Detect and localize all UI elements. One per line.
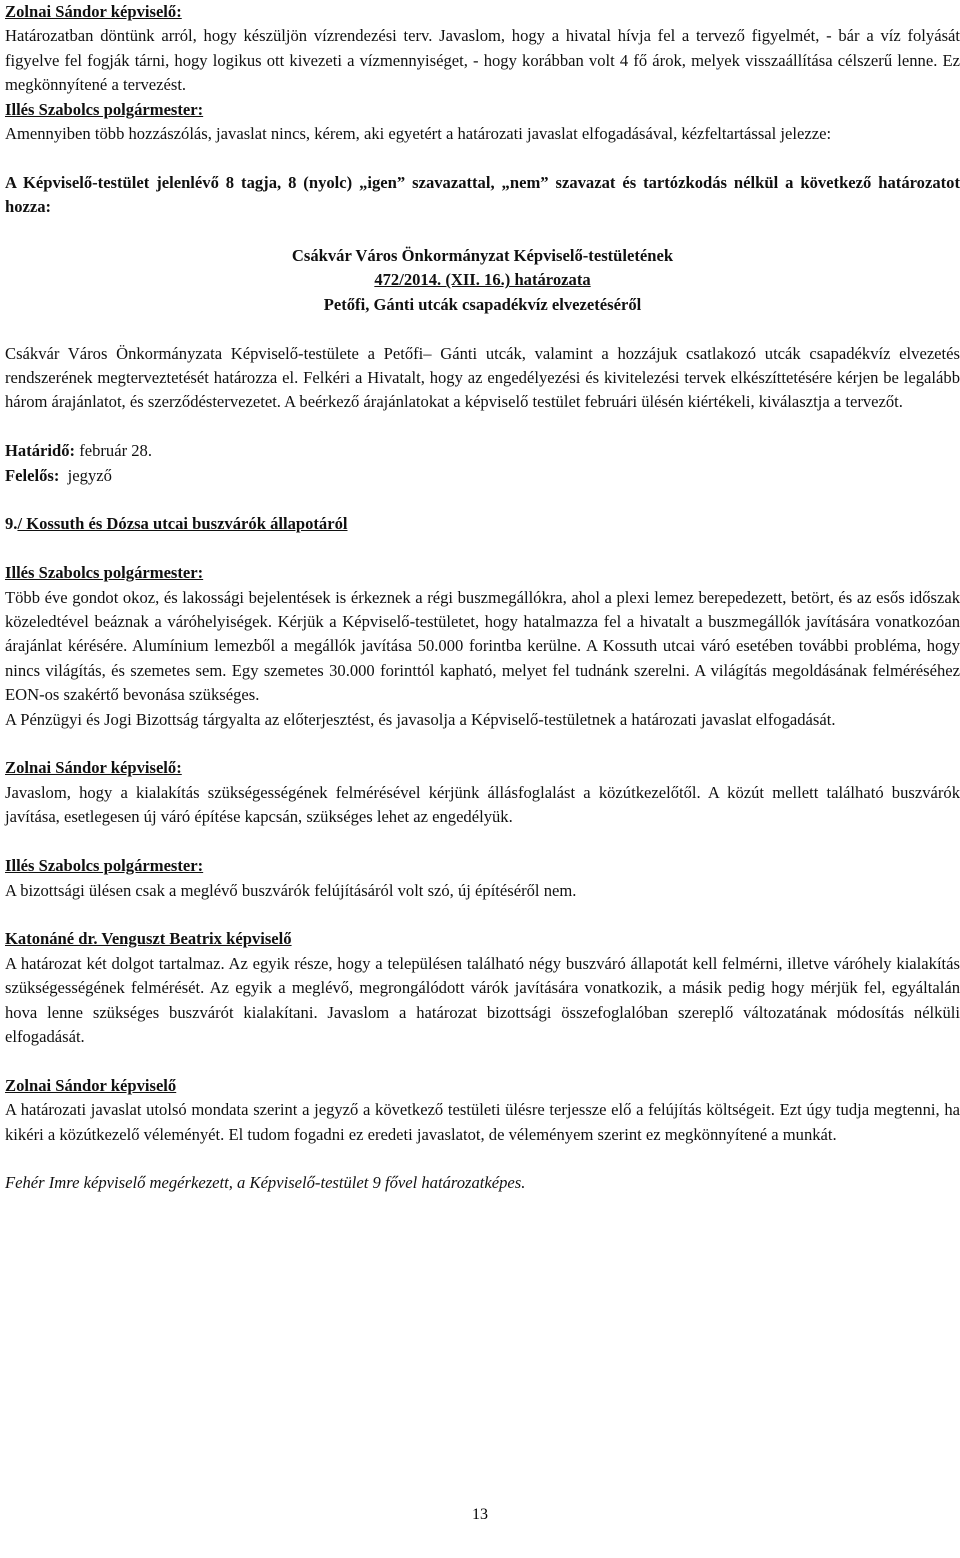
speaker-illes: Illés Szabolcs polgármester: bbox=[5, 856, 204, 876]
deadline-value: február 28. bbox=[75, 441, 153, 461]
speech-text: Amennyiben több hozzászólás, javaslat nincs, kérem, aki egyetért a határozati javaslat elfogadásával, kézfeltartással jelezze: bbox=[5, 124, 832, 144]
speaker-illes: Illés Szabolcs polgármester: bbox=[5, 99, 204, 119]
speaker-zolnai: Zolnai Sándor képviselő: bbox=[5, 758, 182, 778]
section-title: / Kossuth és Dózsa utcai buszvárók állapotáról bbox=[17, 514, 348, 534]
speaker-zolnai: Zolnai Sándor képviselő: bbox=[5, 2, 182, 21]
responsible-value: jegyző bbox=[59, 465, 112, 485]
speech-text: Határozatban döntünk arról, hogy készüljön vízrendezési terv. Javaslom, hogy a hivatal hívja fel a tervező figyelmét, - bár a víz folyását figyelve fel fogják tárni, hogy logikus ott kivezeti a vízmennyiséget, - hogy korábban volt 4 fő árok, melyek visszaállítása célszerű lenne. Ez megkönnyítené a tervezést. bbox=[5, 26, 960, 95]
deadline-line bbox=[5, 439, 960, 463]
speech-text: A határozati javaslat utolsó mondata szerint a jegyző a következő testületi ülésre terjessze elő a felújítás költségeit. Ezt úgy tudja megtenni, ha kikéri a közútkezelő véleményét. El tudom fogadni ez eredeti javaslatot, de véleményem szerint ez megkönnyítené a munkát. bbox=[5, 1100, 960, 1144]
speech-text: A Pénzügyi és Jogi Bizottság tárgyalta az előterjesztést, és javasolja a Képviselő-testületnek a határozati javaslat elfogadását. bbox=[5, 709, 836, 729]
speech-text: A bizottsági ülésen csak a meglévő buszvárók felújításáról volt szó, új építéséről nem. bbox=[5, 880, 577, 900]
section-heading bbox=[5, 512, 960, 536]
closing-note: Fehér Imre képviselő megérkezett, a Képviselő-testület 9 fővel határozatképes. bbox=[5, 1173, 526, 1193]
vote-statement: A Képviselő-testület jelenlévő 8 tagja, 8 (nyolc) „igen” szavazattal, „nem” szavazat és tartózkodás nélkül a következő határozatot hozza: bbox=[5, 172, 960, 217]
resolution-issuer: Csákvár Város Önkormányzat Képviselő-testületének bbox=[291, 246, 674, 266]
deadline-label: Határidő: bbox=[5, 441, 76, 461]
resolution-number: 472/2014. (XII. 16.) határozata bbox=[374, 270, 591, 290]
speech-text: Javaslom, hogy a kialakítás szükségességének felmérésével kérjünk állásfoglalást a közútkezelőtől. A közút mellett található buszvárók javítása, esetlegesen új váró építése kapcsán, szükséges lehet az engedélyük. bbox=[5, 782, 960, 827]
speaker-zolnai: Zolnai Sándor képviselő bbox=[5, 1075, 177, 1095]
document-page bbox=[5, 0, 960, 1196]
section-number: 9. bbox=[5, 514, 18, 534]
speech-text: A határozat két dolgot tartalmaz. Az egyik része, hogy a településen található négy buszváró állapotát kell felmérni, illetve váróhely kialakítás szükségességének felmérését. Az egyik a meglévő, megrongálódott várók javítására vonatkozik, a másik pedig hogy mérjük fel, egyáltalán hova lenne szükséges buszvárót kialakítani. Javaslom a határozat bizottsági összefoglalóban szereplő változatának módosítás nélküli elfogadását. bbox=[5, 953, 960, 1046]
speaker-katonane: Katonáné dr. Venguszt Beatrix képviselő bbox=[5, 929, 292, 949]
resolution-title: Petőfi, Gánti utcák csapadékvíz elvezetéséről bbox=[323, 294, 642, 314]
responsible-label: Felelős: bbox=[5, 465, 60, 485]
speech-text: Több éve gondot okoz, és lakossági bejelentések is érkeznek a régi buszmegállókra, ahol a plexi lemez berepedezett, betört, és az esős időszak közeledtével beáznak a váróhelyiségek. Kérjük a Képviselő-testületet, hogy hatalmazza fel a hivatalt a buszmegállók javítására vonatkozóan árajánlat kérésére. Alumínium lemezből a megállók javítása 50.000 forintba kerülne. A Kossuth utcai váró esetében további probléma, hogy nincs világítás, és szemetes sem. Egy szemetes 30.000 forinttól kapható, melyet fel tudnánk szerelni. A világítás megoldásának felméréséhez EON-os szakértő bevonása szükséges. bbox=[5, 587, 960, 705]
page-number: 13 bbox=[472, 1506, 488, 1523]
responsible-line bbox=[5, 464, 960, 488]
resolution-body: Csákvár Város Önkormányzata Képviselő-testülete a Petőfi– Gánti utcák, valamint a hozzájuk csatlakozó utcák csapadékvíz elvezetés rendszerének megterveztetését határozza el. Felkéri a Hivatalt, hogy az engedélyezési és kivitelezési tervek elkészíttetésére kérjen be legalább három árajánlatot, és szerződéstervezetet. A beérkező árajánlatokat a képviselő testület februári ülésén kiértékeli, kiválasztja a tervezőt. bbox=[5, 343, 960, 412]
speaker-illes: Illés Szabolcs polgármester: bbox=[5, 563, 204, 583]
